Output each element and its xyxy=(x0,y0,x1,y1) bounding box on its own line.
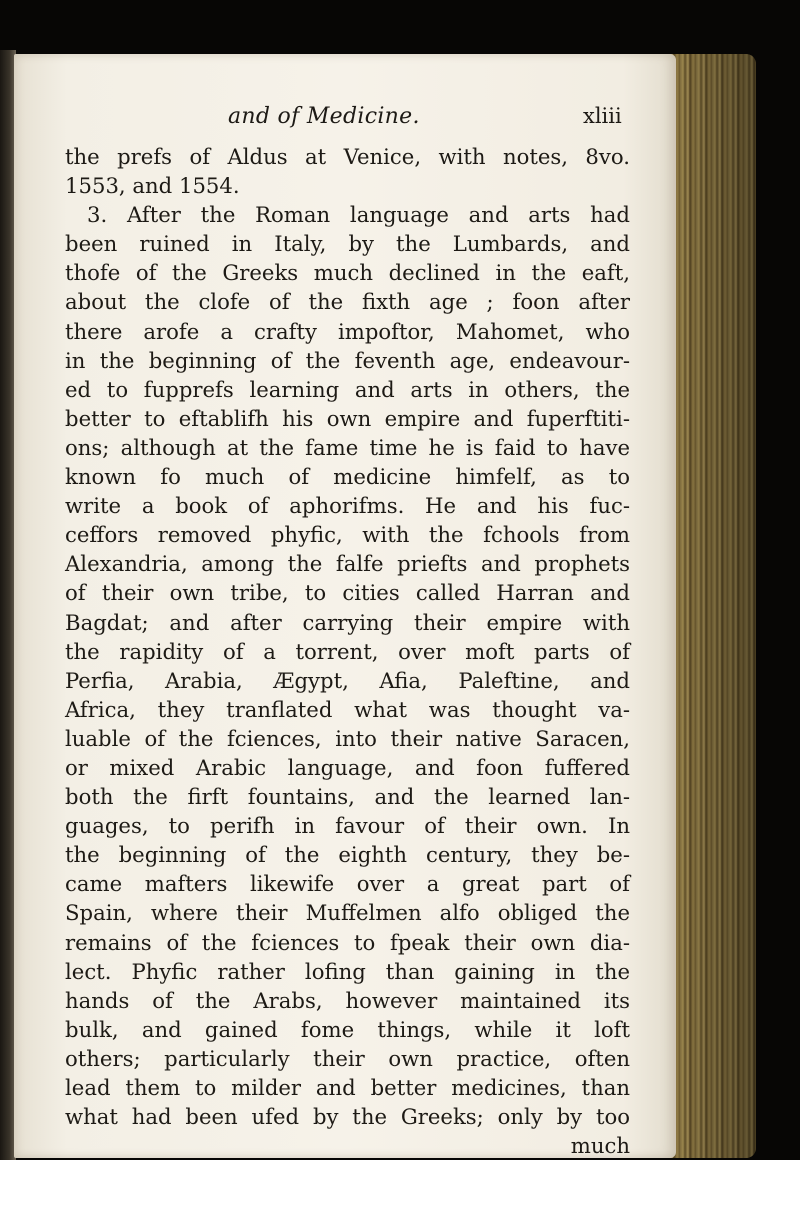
text-line: hands of the Arabs, however maintained its xyxy=(65,987,630,1013)
text-line: about the clofe of the fixth age ; foon after xyxy=(65,289,630,315)
text-line: Alexandria, among the falfe priefts and prophets xyxy=(65,551,630,577)
text-line: better to eftablifh his own empire and fuperftiti- xyxy=(65,405,630,431)
body-text xyxy=(65,142,630,1160)
text-line: what had been ufed by the Greeks; only by too xyxy=(65,1104,630,1130)
text-line: Spain, where their Muffelmen alfo obliged the xyxy=(65,900,630,926)
text-line: both the firft fountains, and the learned lan- xyxy=(65,784,630,810)
running-title: and of Medicine. xyxy=(228,104,420,129)
text-line: lead them to milder and better medicines, than xyxy=(65,1075,630,1100)
text-line: 1553, and 1554. xyxy=(65,173,240,199)
text-line: of their own tribe, to cities called Harran and xyxy=(65,580,630,606)
text-line: Africa, they tranflated what was thought va- xyxy=(65,696,630,722)
text-line: 3. After the Roman language and arts had xyxy=(87,202,630,228)
text-line: Perfia, Arabia, Ægypt, Afia, Paleftine, and xyxy=(65,667,630,693)
page-number: xliii xyxy=(583,104,622,128)
text-line: write a book of aphorifms. He and his fuc- xyxy=(65,493,630,519)
text-line: ons; although at the fame time he is faid to have xyxy=(65,434,630,460)
text-line: the prefs of Aldus at Venice, with notes, 8vo. xyxy=(65,144,630,169)
text-line: known fo much of medicine himfelf, as to xyxy=(65,464,630,490)
text-line: others; particularly their own practice, often xyxy=(65,1045,630,1071)
text-line: the beginning of the eighth century, they be- xyxy=(65,842,630,868)
bottom-margin xyxy=(0,1160,800,1210)
text-line: the rapidity of a torrent, over moft parts of xyxy=(65,638,630,664)
text-line: guages, to perifh in favour of their own. In xyxy=(65,813,630,839)
text-line: ceffors removed phyfic, with the fchools from xyxy=(65,522,630,548)
text-line: thofe of the Greeks much declined in the eaft, xyxy=(65,260,630,286)
text-line: remains of the fciences to fpeak their own dia- xyxy=(65,929,630,955)
catchword: much xyxy=(570,1133,630,1159)
text-line: luable of the fciences, into their native Saracen, xyxy=(65,725,630,751)
book-fore-edge-shade xyxy=(664,54,756,1158)
text-line: there arofe a crafty impoftor, Mahomet, who xyxy=(65,318,630,344)
text-line: been ruined in Italy, by the Lumbards, and xyxy=(65,231,630,257)
text-line: Bagdat; and after carrying their empire with xyxy=(65,609,630,635)
running-header xyxy=(0,104,800,136)
text-line: in the beginning of the feventh age, endeavour- xyxy=(65,347,630,373)
text-line: or mixed Arabic language, and foon fuffered xyxy=(65,754,630,780)
text-line: ed to fupprefs learning and arts in others, the xyxy=(65,376,630,402)
text-line: lect. Phyfic rather lofing than gaining in the xyxy=(65,958,630,984)
text-line: bulk, and gained fome things, while it loft xyxy=(65,1016,630,1042)
text-line: came mafters likewife over a great part of xyxy=(65,871,630,897)
